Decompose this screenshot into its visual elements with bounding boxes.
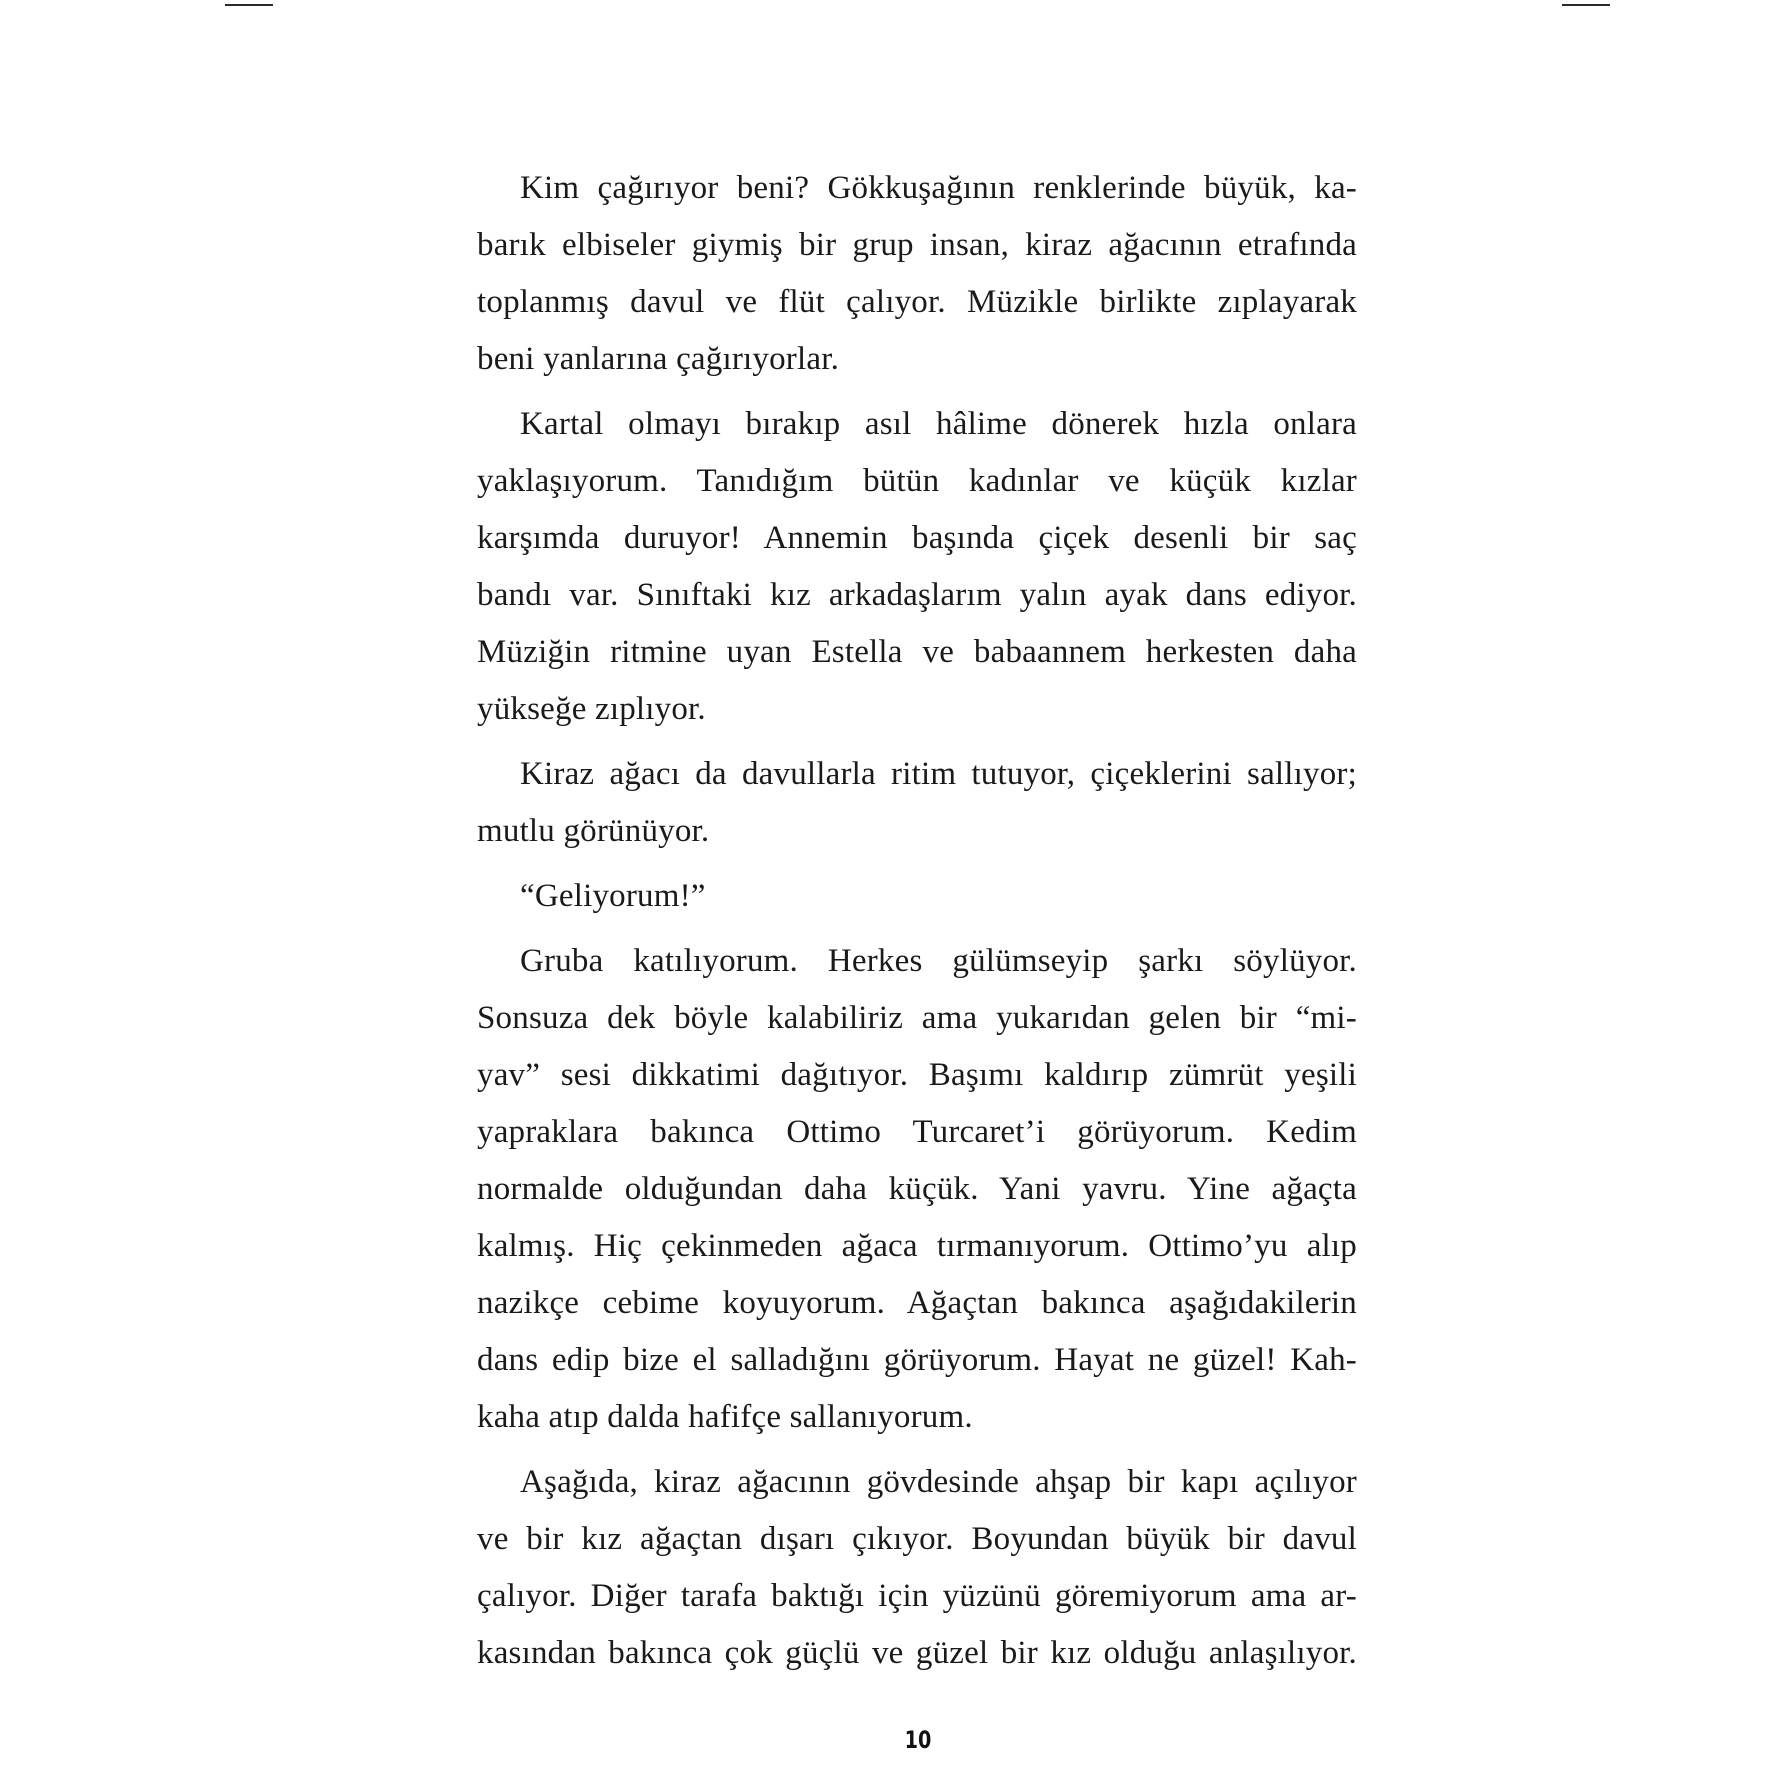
page-number: 10 — [904, 1726, 932, 1754]
text-line: dans edip bize el salladığını görüyorum. Hayat ne güzel! Kah- — [477, 1342, 1357, 1378]
text-line: Kim çağırıyor beni? Gökkuşağının renklerinde büyük, ka- — [520, 170, 1357, 206]
text-line: beni yanlarına çağırıyorlar. — [477, 341, 840, 377]
text-line: kasından bakınca çok güçlü ve güzel bir kız olduğu anlaşılıyor. — [477, 1635, 1357, 1671]
text-line: kalmış. Hiç çekinmeden ağaca tırmanıyorum. Ottimo’yu alıp — [477, 1228, 1357, 1264]
text-line: barık elbiseler giymiş bir grup insan, kiraz ağacının etrafında — [477, 227, 1357, 263]
paragraph-5 — [477, 933, 1357, 1446]
text-line: mutlu görünüyor. — [477, 813, 710, 849]
paragraph-2 — [477, 396, 1357, 738]
paragraph-4 — [477, 868, 1357, 925]
paragraph-6 — [477, 1454, 1357, 1682]
text-line: yav” sesi dikkatimi dağıtıyor. Başımı kaldırıp zümrüt yeşili — [477, 1057, 1357, 1093]
text-line: karşımda duruyor! Annemin başında çiçek desenli bir saç — [477, 520, 1357, 556]
text-line: yaklaşıyorum. Tanıdığım bütün kadınlar ve küçük kızlar — [477, 463, 1357, 499]
text-line: Kiraz ağacı da davullarla ritim tutuyor, çiçeklerini sallıyor; — [520, 756, 1357, 792]
text-line: ve bir kız ağaçtan dışarı çıkıyor. Boyundan büyük bir davul — [477, 1521, 1357, 1557]
text-line: çalıyor. Diğer tarafa baktığı için yüzünü göremiyorum ama ar- — [477, 1578, 1357, 1614]
text-line: yükseğe zıplıyor. — [477, 691, 706, 727]
text-line: Sonsuza dek böyle kalabiliriz ama yukarıdan gelen bir “mi- — [477, 1000, 1357, 1036]
text-line: “Geliyorum!” — [520, 878, 706, 914]
paragraph-3 — [477, 746, 1357, 860]
text-line: nazikçe cebime koyuyorum. Ağaçtan bakınca aşağıdakilerin — [477, 1285, 1357, 1321]
text-line: Kartal olmayı bırakıp asıl hâlime dönerek hızla onlara — [520, 406, 1357, 442]
text-line: Gruba katılıyorum. Herkes gülümseyip şarkı söylüyor. — [520, 943, 1357, 979]
text-line: yapraklara bakınca Ottimo Turcaret’i görüyorum. Kedim — [477, 1114, 1357, 1150]
paragraph-1 — [477, 160, 1357, 388]
text-line: normalde olduğundan daha küçük. Yani yavru. Yine ağaçta — [477, 1171, 1357, 1207]
text-line: bandı var. Sınıftaki kız arkadaşlarım yalın ayak dans ediyor. — [477, 577, 1357, 613]
text-line: kaha atıp dalda hafifçe sallanıyorum. — [477, 1399, 973, 1435]
text-line: Müziğin ritmine uyan Estella ve babaannem herkesten daha — [477, 634, 1357, 670]
body-text — [477, 160, 1357, 1690]
crop-mark-left — [225, 4, 273, 6]
crop-mark-right — [1562, 4, 1610, 6]
text-line: toplanmış davul ve flüt çalıyor. Müzikle birlikte zıplayarak — [477, 284, 1357, 320]
text-line: Aşağıda, kiraz ağacının gövdesinde ahşap bir kapı açılıyor — [520, 1464, 1357, 1500]
